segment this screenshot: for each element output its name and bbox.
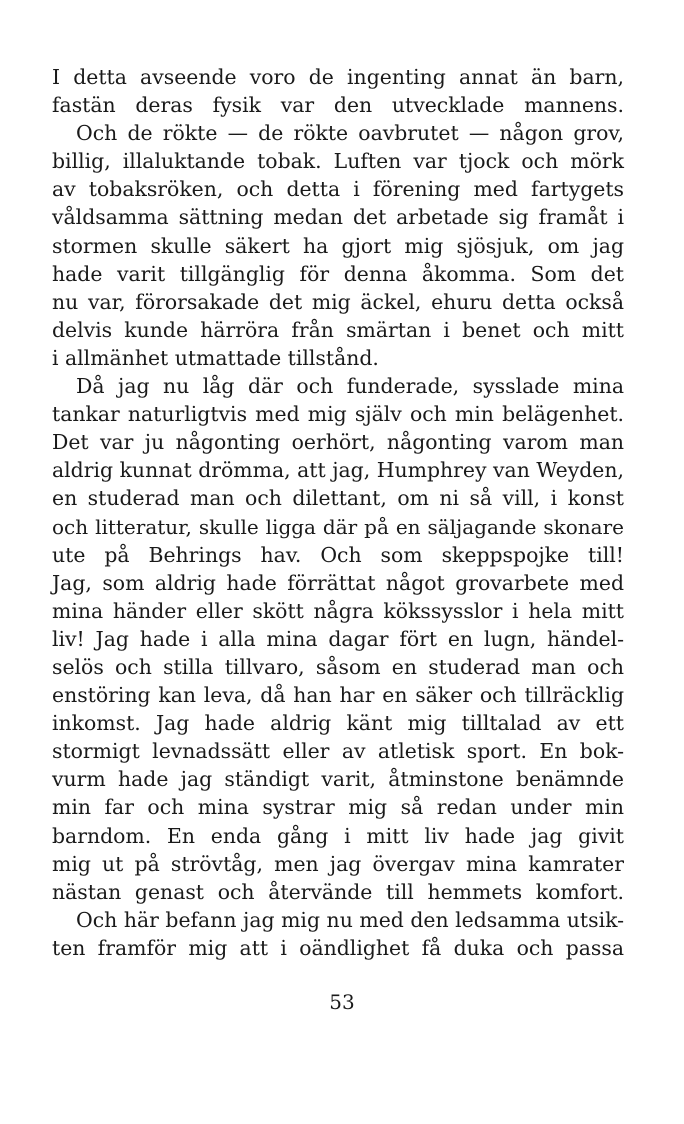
text-line: tankar naturligtvis med mig själv och min belägenhet. [52, 402, 624, 427]
text-line: I detta avseende voro de ingenting annat än barn, [52, 65, 624, 89]
text-line: våldsamma sättning medan det arbetade sig framåt i [52, 205, 624, 230]
body-text [52, 63, 624, 962]
text-line: en studerad man och dilettant, om ni så vill, i konst [52, 486, 624, 511]
text-line: mina händer eller skött några kökssysslor i hela mitt [52, 598, 624, 623]
text-line: fastän deras fysik var den utvecklade mannens. [52, 93, 624, 118]
text-line: billig, illaluktande tobak. Luften var tjock och mörk [52, 149, 624, 174]
text-line: Och här befann jag mig nu med den ledsamma utsik- [76, 907, 624, 932]
text-line: liv! Jag hade i alla mina dagar fört en lugn, händel- [52, 626, 624, 651]
text-line: Och de rökte — de rökte oavbrutet — någon grov, [76, 121, 624, 146]
text-line: nästan genast och återvände till hemmets komfort. [52, 879, 624, 904]
text-line: aldrig kunnat drömma, att jag, Humphrey van Weyden, [52, 458, 624, 483]
page-number: 53 [329, 990, 355, 1014]
text-line: ten framför mig att i oändlighet få duka och passa [52, 935, 624, 960]
text-line: delvis kunde härröra från smärtan i benet och mitt [52, 317, 624, 342]
text-line: vurm hade jag ständigt varit, åtminstone benämnde [52, 767, 624, 792]
text-line: Jag, som aldrig hade förrättat något grovarbete med [52, 570, 624, 595]
text-line: nu var, förorsakade det mig äckel, ehuru detta också [52, 289, 624, 314]
text-line: ute på Behrings hav. Och som skeppspojke till! [52, 542, 624, 567]
text-line: och litteratur, skulle ligga där på en säljagande skonare [52, 514, 624, 539]
text-line: Då jag nu låg där och funderade, sysslade mina [76, 374, 624, 399]
text-line: mig ut på strövtåg, men jag övergav mina kamrater [52, 851, 624, 876]
text-line: enstöring kan leva, då han har en säker och tillräcklig [52, 683, 624, 708]
text-line: Det var ju någonting oerhört, någonting varom man [52, 430, 624, 455]
text-line: selös och stilla tillvaro, såsom en studerad man och [52, 654, 624, 679]
text-line: stormigt levnadssätt eller av atletisk sport. En bok- [52, 739, 624, 764]
text-line: hade varit tillgänglig för denna åkomma. Som det [52, 261, 624, 286]
text-line: min far och mina systrar mig så redan under min [52, 795, 624, 820]
text-line: stormen skulle säkert ha gjort mig sjösjuk, om jag [52, 233, 624, 258]
text-line: inkomst. Jag hade aldrig känt mig tilltalad av ett [52, 711, 624, 736]
text-line: av tobaksröken, och detta i förening med fartygets [52, 177, 624, 202]
text-line: i allmänhet utmattade tillstånd. [52, 345, 379, 370]
text-line: barndom. En enda gång i mitt liv hade jag givit [52, 823, 624, 848]
